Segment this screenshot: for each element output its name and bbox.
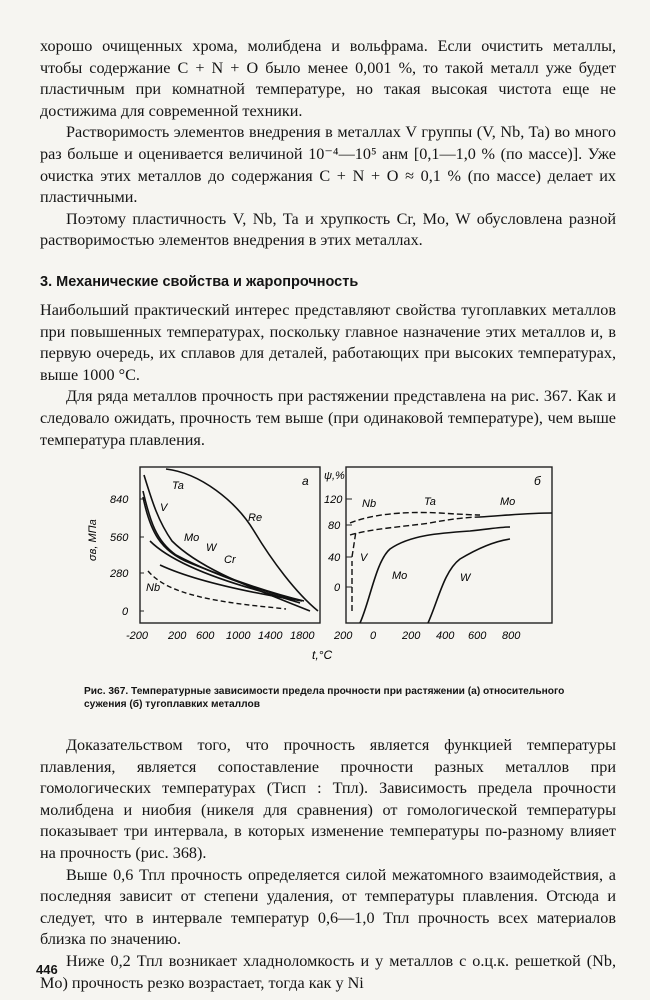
b-xtick-200: 200	[402, 630, 421, 643]
paragraph-4: Наибольший практический интерес представляют свойства тугоплавких металлов при повышенных температурах, поскольку главное назначение этих металлов и, в первую очередь, их сплавов для деталей, работающих при высоких температурах, выше 1000 °С.	[40, 300, 616, 384]
a-xtick-1800: 1800	[290, 630, 315, 643]
paragraph-2: Растворимость элементов внедрения в металлах V группы (V, Nb, Ta) во много раз больше и оценивается величиной 10⁻⁴—10⁵ анм [0,1—1,0 % (по массе)]. Уже очистка этих металлов до содержания C + N + O ≈ 0,1 % (по массе) делает их пластичными.	[40, 123, 616, 207]
paragraph-3: Поэтому пластичность V, Nb, Ta и хрупкость Cr, Mo, W обусловлена разной растворимостью элементов внедрения в этих металлах.	[40, 209, 616, 250]
panel-b-label: б	[534, 474, 541, 489]
page-body	[40, 36, 616, 994]
b-ytick-120: 120	[324, 494, 343, 507]
b-xtick-0: 0	[370, 630, 377, 643]
label-cr: Cr	[224, 554, 236, 567]
figure-chart	[40, 461, 616, 681]
paragraph-6: Доказательством того, что прочность является функцией температуры плавления, является сопоставление прочности разных металлов при гомологических температурах (Тисп : Тпл). Зависимость предела прочности молибдена и ниобия (никеля для сравнения) от гомологической температуры показывает три интервала, в которых изменение температуры по-разному влияет на прочность (рис. 368).	[40, 736, 616, 863]
label-nb: Nb	[146, 582, 161, 595]
label-v: V	[160, 502, 168, 515]
paragraph-1: хорошо очищенных хрома, молибдена и вольфрама. Если очистить металлы, чтобы содержание C + N + O было менее 0,001 %, то такой металл уже будет пластичным при комнатной температуре, но такая высокая чистота еще не достижима для современной техники.	[40, 37, 616, 120]
label-w: W	[206, 542, 217, 555]
curve-b-mo	[360, 527, 510, 623]
b-ytick-40: 40	[328, 552, 341, 565]
label-mo: Mo	[184, 532, 200, 545]
a-xtick-200: 200	[168, 630, 187, 643]
x-axis-label: t,°C	[312, 648, 333, 663]
curve-b-mo-top	[480, 513, 552, 517]
curve-b-v	[352, 531, 356, 611]
label-b-w: W	[460, 572, 471, 585]
b-xtick-200a: 200	[334, 630, 353, 643]
label-b-mo-top: Mo	[500, 496, 516, 509]
b-xtick-800: 800	[502, 630, 521, 643]
a-ytick-560: 560	[110, 532, 129, 545]
a-ylabel: σв, МПа	[87, 519, 99, 562]
a-xtick-1400: 1400	[258, 630, 283, 643]
b-ylabel: ψ,%	[324, 470, 345, 483]
a-ytick-840: 840	[110, 494, 129, 507]
label-ta: Ta	[172, 480, 184, 493]
b-xtick-400: 400	[436, 630, 455, 643]
a-ytick-280: 280	[110, 568, 129, 581]
b-xtick-600: 600	[468, 630, 487, 643]
label-b-nb: Nb	[362, 498, 377, 511]
a-ytick-0: 0	[122, 606, 129, 619]
label-b-mo: Mo	[392, 570, 408, 583]
a-xtick-1000: 1000	[226, 630, 251, 643]
curve-ta	[144, 475, 310, 611]
paragraph-8: Ниже 0,2 Тпл возникает хладноломкость и у металлов с о.ц.к. решеткой (Nb, Mo) прочность резко возрастает, тогда как у Ni	[40, 952, 616, 992]
section-heading: 3. Механические свойства и жаропрочность	[40, 273, 359, 290]
label-b-v: V	[360, 552, 368, 565]
panel-a-label: а	[302, 474, 309, 489]
b-ytick-0: 0	[334, 582, 341, 595]
paragraph-7: Выше 0,6 Тпл прочность определяется силой межатомного взаимодействия, а последняя зависит от степени удаления, от температуры плавления. Отсюда и следует, что в интервале температур 0,6—1,0 Тпл прочность всех материалов близка по значению.	[40, 865, 616, 949]
figure-caption: Рис. 367. Температурные зависимости предела прочности при растяжении (а) относительного сужения (б) тугоплавких металлов	[84, 686, 565, 711]
figure-367	[40, 461, 616, 681]
page-number: 446	[36, 962, 58, 977]
label-re: Re	[248, 512, 263, 525]
paragraph-5: Для ряда металлов прочность при растяжении представлена на рис. 367. Как и следовало ожидать, прочность тем выше (при одинаковой температуре), чем выше температура плавления.	[40, 387, 616, 449]
panel-b-frame	[346, 467, 552, 623]
a-xtick-m200: -200	[126, 630, 149, 643]
label-b-ta: Ta	[424, 496, 436, 509]
b-ytick-80: 80	[328, 520, 341, 533]
a-xtick-600: 600	[196, 630, 215, 643]
